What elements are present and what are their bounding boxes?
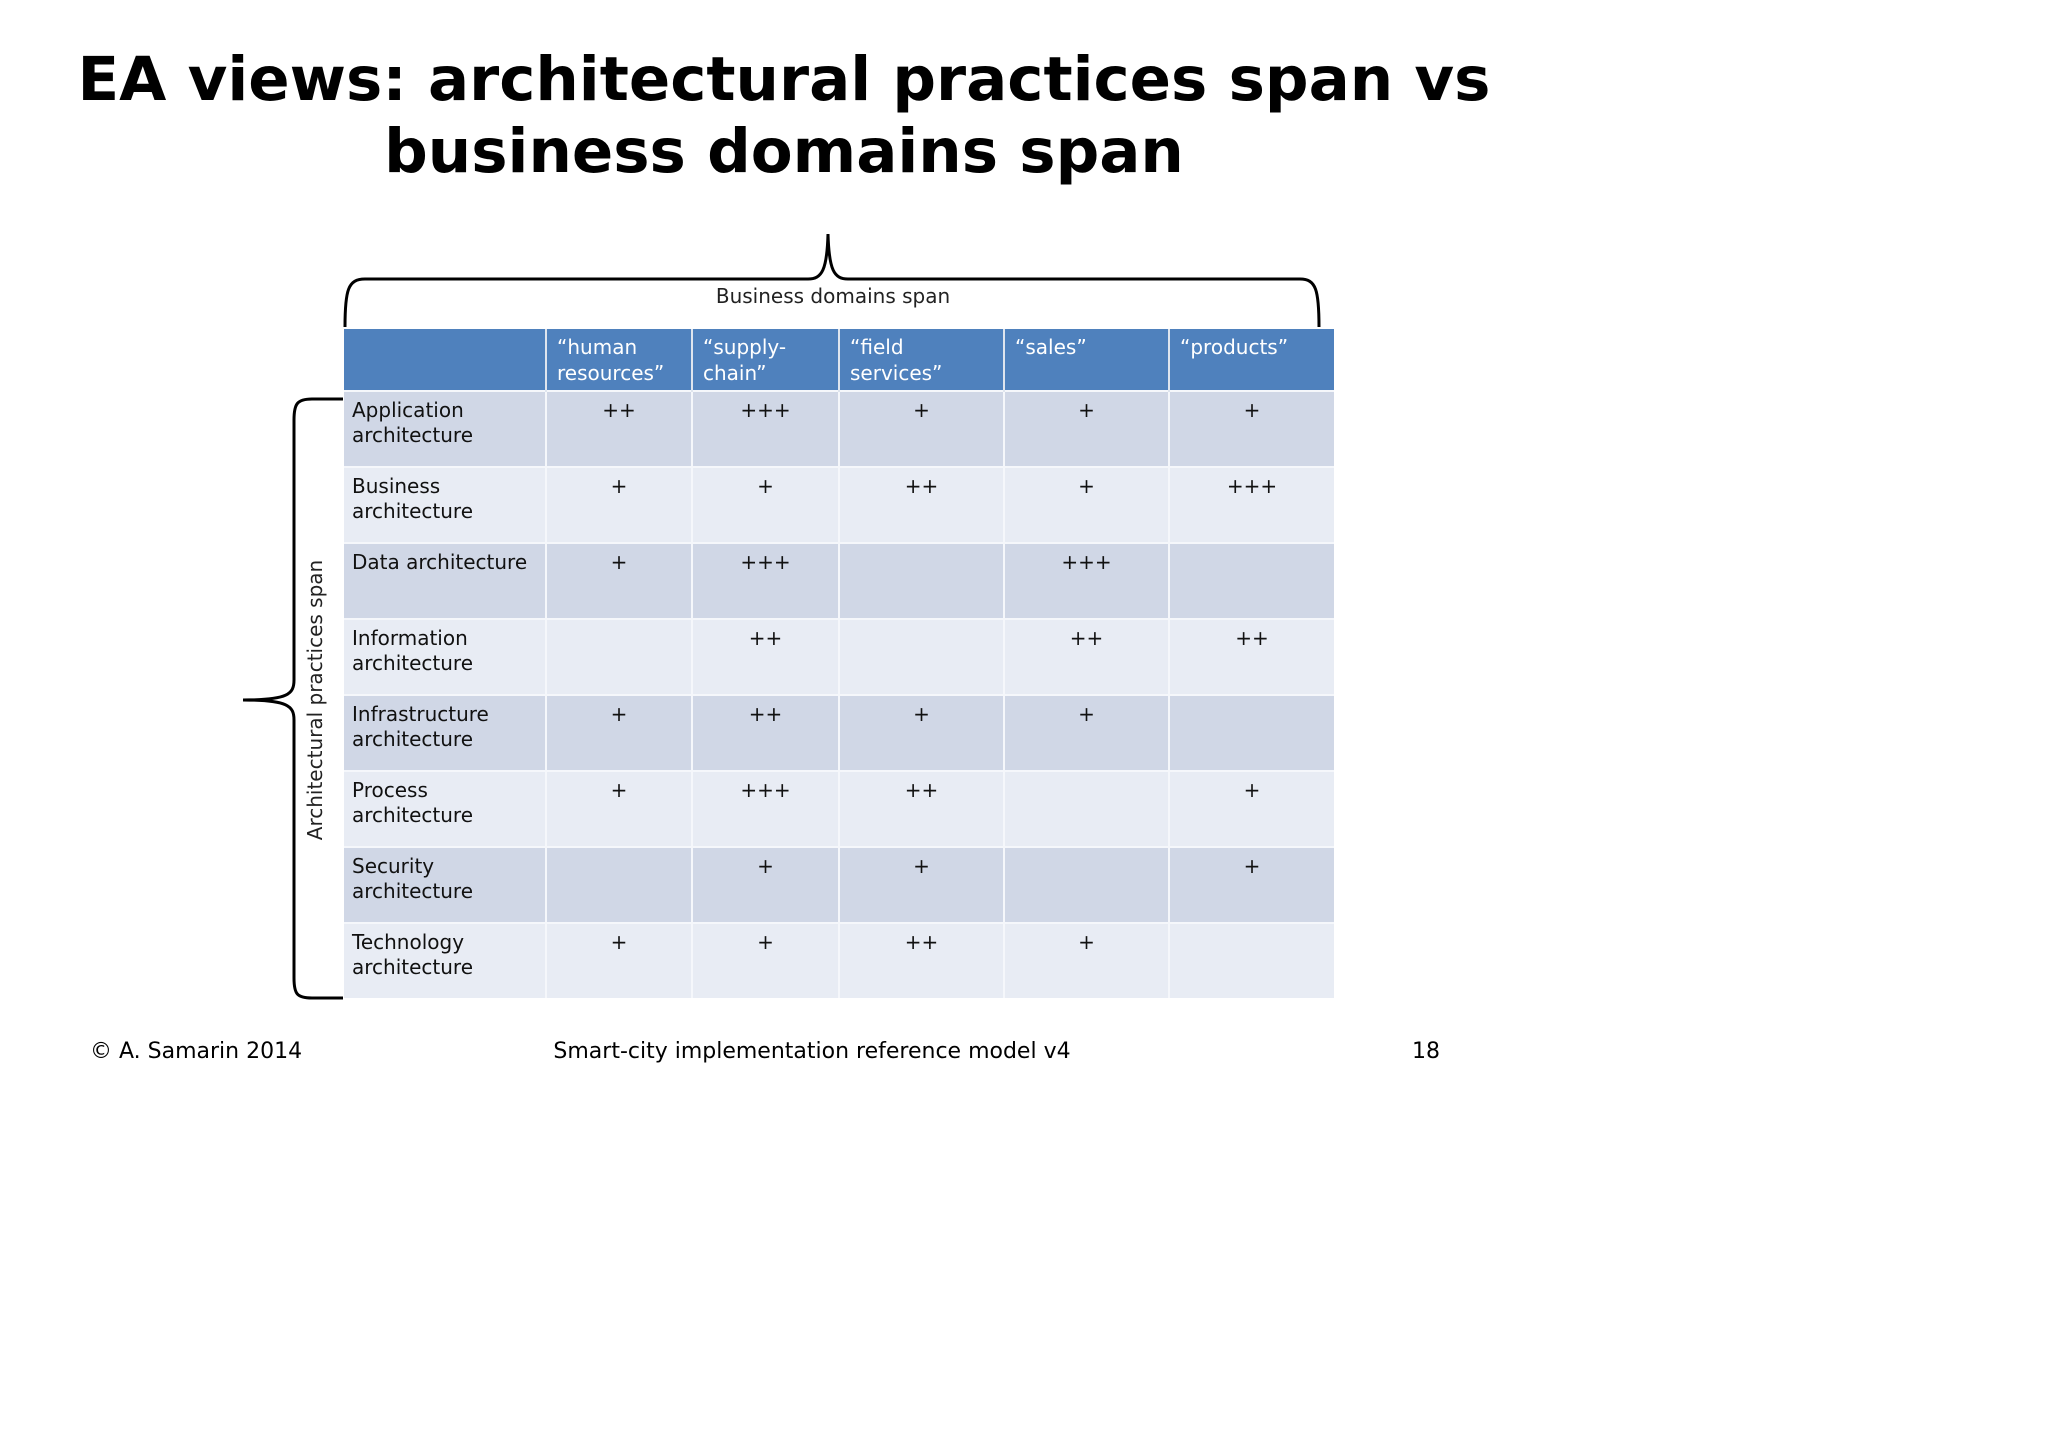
practices-brace xyxy=(243,399,343,998)
table-cell: ++ xyxy=(692,695,839,771)
table-cell xyxy=(546,847,692,923)
table-row xyxy=(344,543,1334,619)
table-cell: +++ xyxy=(1004,543,1169,619)
row-label: Information architecture xyxy=(344,619,546,695)
ea-views-table xyxy=(344,329,1334,998)
table-cell: + xyxy=(1004,391,1169,467)
row-label: Security architecture xyxy=(344,847,546,923)
table-cell: ++ xyxy=(839,923,1004,998)
table-cell: ++ xyxy=(839,467,1004,543)
table-cell: ++ xyxy=(546,391,692,467)
table-cell: ++ xyxy=(692,619,839,695)
column-header: “supply-chain” xyxy=(692,329,839,391)
row-label: Data architecture xyxy=(344,543,546,619)
table-cell xyxy=(1004,771,1169,847)
row-label: Application architecture xyxy=(344,391,546,467)
table-header-row xyxy=(344,329,1334,391)
table-row xyxy=(344,391,1334,467)
table-cell xyxy=(839,619,1004,695)
table-cell xyxy=(1169,923,1334,998)
table-row xyxy=(344,619,1334,695)
column-header: “human resources” xyxy=(546,329,692,391)
row-label: Technology architecture xyxy=(344,923,546,998)
table-cell xyxy=(1169,543,1334,619)
table-cell: + xyxy=(839,391,1004,467)
column-header: “field services” xyxy=(839,329,1004,391)
table-cell xyxy=(546,619,692,695)
row-label: Process architecture xyxy=(344,771,546,847)
header-corner xyxy=(344,329,546,391)
table-cell: + xyxy=(546,695,692,771)
table-cell: ++ xyxy=(839,771,1004,847)
table-cell xyxy=(1004,847,1169,923)
table-cell: + xyxy=(1004,923,1169,998)
table-cell: + xyxy=(692,923,839,998)
table-cell: ++ xyxy=(1169,619,1334,695)
table-cell: + xyxy=(839,695,1004,771)
column-header: “sales” xyxy=(1004,329,1169,391)
table-row xyxy=(344,771,1334,847)
table-cell: + xyxy=(546,467,692,543)
table-row xyxy=(344,467,1334,543)
slide-title: EA views: architectural practices span vs business domains span xyxy=(77,44,1491,187)
table-cell: + xyxy=(1169,771,1334,847)
table-cell: +++ xyxy=(692,391,839,467)
table-row xyxy=(344,695,1334,771)
table-cell: +++ xyxy=(692,771,839,847)
table-cell: + xyxy=(546,543,692,619)
table-cell: +++ xyxy=(692,543,839,619)
row-label: Infrastructure architecture xyxy=(344,695,546,771)
table-row xyxy=(344,847,1334,923)
table-cell: + xyxy=(1169,391,1334,467)
footer-title: Smart-city implementation reference model v4 xyxy=(553,1039,1071,1064)
table-cell: + xyxy=(692,467,839,543)
footer-copyright: © A. Samarin 2014 xyxy=(90,1039,303,1064)
table-cell: + xyxy=(546,923,692,998)
table-cell: +++ xyxy=(1169,467,1334,543)
business-domains-brace xyxy=(345,234,1319,327)
table-cell xyxy=(1169,695,1334,771)
table-cell: + xyxy=(1004,467,1169,543)
table-row xyxy=(344,923,1334,998)
row-label: Business architecture xyxy=(344,467,546,543)
table-cell: + xyxy=(1004,695,1169,771)
table-cell: ++ xyxy=(1004,619,1169,695)
table-cell: + xyxy=(546,771,692,847)
table-cell: + xyxy=(1169,847,1334,923)
business-domains-span-label: Business domains span xyxy=(715,284,951,308)
table-cell: + xyxy=(692,847,839,923)
page-number: 18 xyxy=(1412,1039,1440,1064)
table-cell xyxy=(839,543,1004,619)
column-header: “products” xyxy=(1169,329,1334,391)
table-cell: + xyxy=(839,847,1004,923)
architectural-practices-span-label: Architectural practices span xyxy=(303,559,327,841)
